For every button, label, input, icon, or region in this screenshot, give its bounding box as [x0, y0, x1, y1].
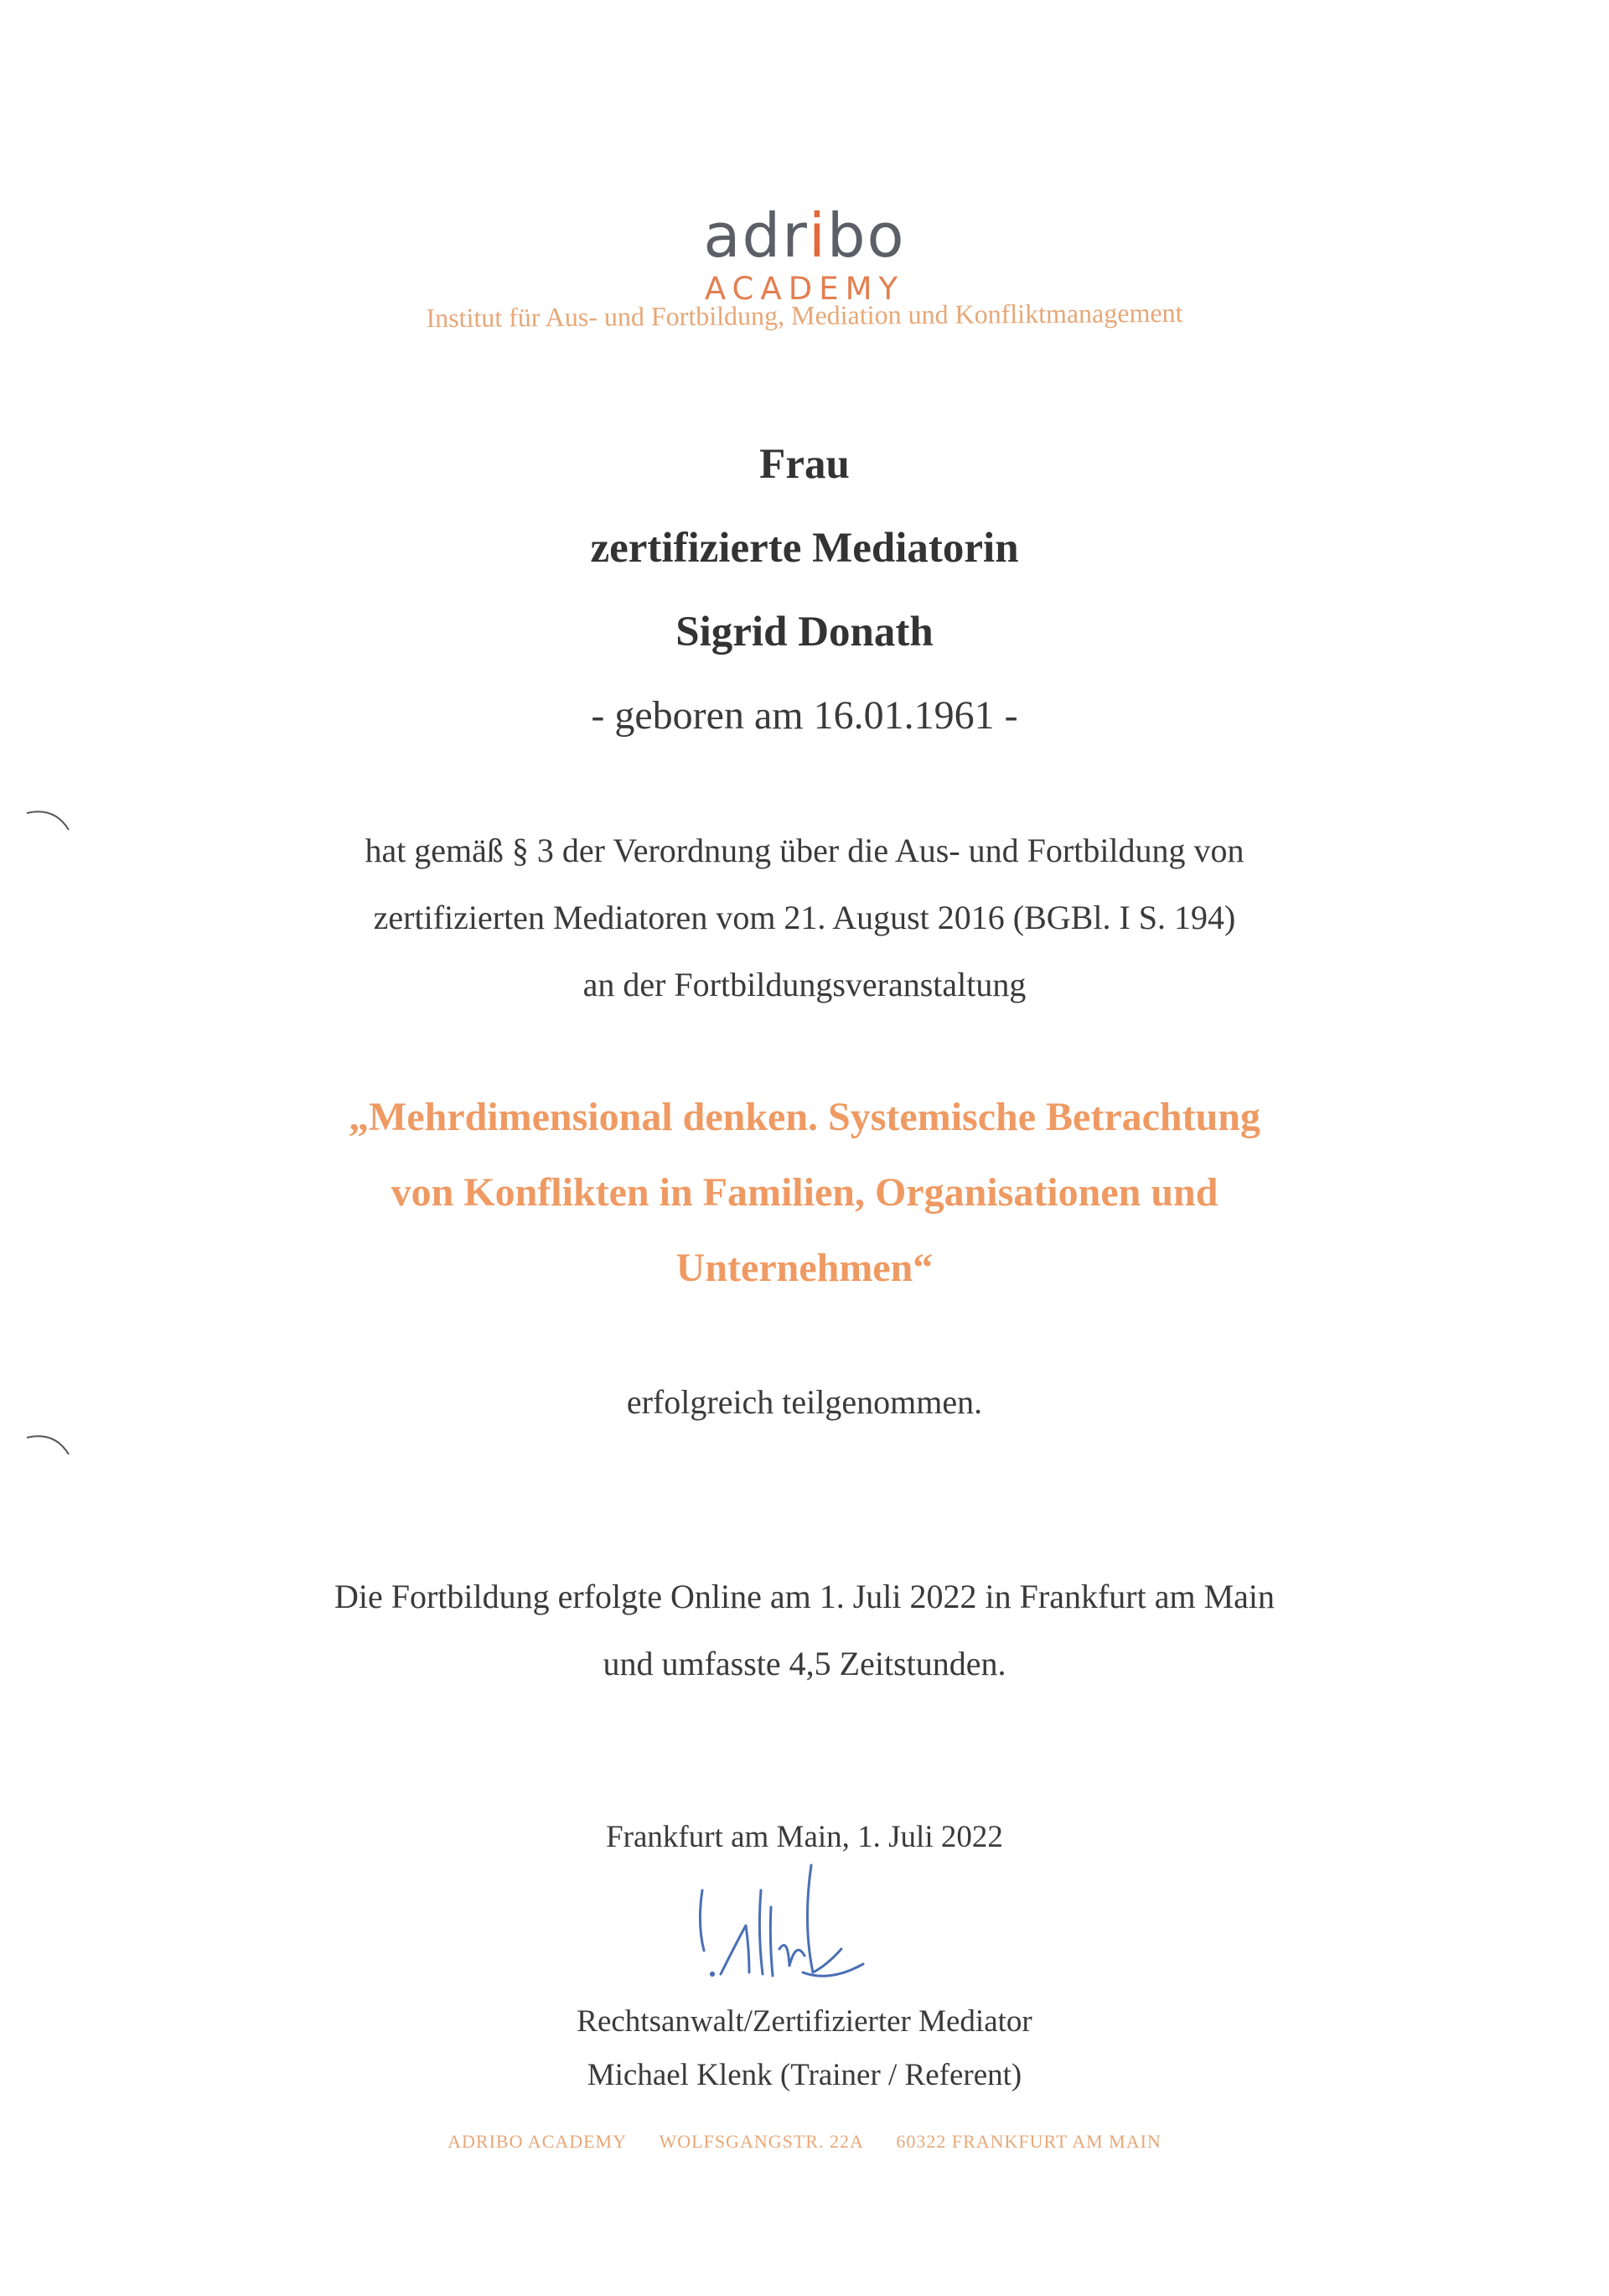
course-line-2: von Konflikten in Familien, Organisationen und — [391, 1170, 1218, 1215]
result-text: erfolgreich teilgenommen. — [626, 1383, 983, 1421]
body-paragraph — [0, 817, 1609, 1018]
signer-block — [0, 1995, 1609, 2102]
signer-role: Rechtsanwalt/Zertifizierter Mediator — [577, 2004, 1032, 2039]
course-line-1: „Mehrdimensional denken. Systemische Betrachtung — [348, 1095, 1260, 1139]
salutation: Frau — [759, 441, 850, 488]
birth-date: - geboren am 16.01.1961 - — [591, 693, 1018, 738]
place-date: Frankfurt am Main, 1. Juli 2022 — [606, 1820, 1003, 1854]
course-title — [0, 1080, 1609, 1306]
body-line-1: hat gemäß § 3 der Verordnung über die Aus- und Fortbildung von — [365, 832, 1244, 869]
recipient-title: zertifizierte Mediatorin — [590, 525, 1019, 572]
body-line-2: zertifizierten Mediatoren vom 21. August 2016 (BGBl. I S. 194) — [373, 899, 1236, 936]
footer-address — [0, 2131, 1609, 2153]
recipient-name: Sigrid Donath — [675, 609, 934, 656]
course-line-3: Unternehmen“ — [675, 1246, 934, 1290]
institute-tagline: Institut für Aus- und Fortbildung, Mediation und Konfliktmanagement — [426, 297, 1183, 334]
footer-org: ADRIBO ACADEMY — [448, 2131, 627, 2152]
adribo-logo — [0, 200, 1609, 307]
logo-wordmark: adribo — [703, 200, 906, 271]
course-details — [0, 1563, 1609, 1697]
handwritten-signature — [662, 1857, 913, 1991]
logo-subtitle: ACADEMY — [704, 271, 905, 307]
body-line-3: an der Fortbildungsveranstaltung — [582, 966, 1027, 1003]
footer-city: 60322 FRANKFURT AM MAIN — [896, 2131, 1161, 2152]
signer-name: Michael Klenk (Trainer / Referent) — [587, 2058, 1022, 2092]
details-line-2: und umfasste 4,5 Zeitstunden. — [603, 1645, 1006, 1682]
footer-street: WOLFSGANGSTR. 22A — [659, 2131, 864, 2152]
details-line-1: Die Fortbildung erfolgte Online am 1. Juli 2022 in Frankfurt am Main — [334, 1578, 1275, 1615]
